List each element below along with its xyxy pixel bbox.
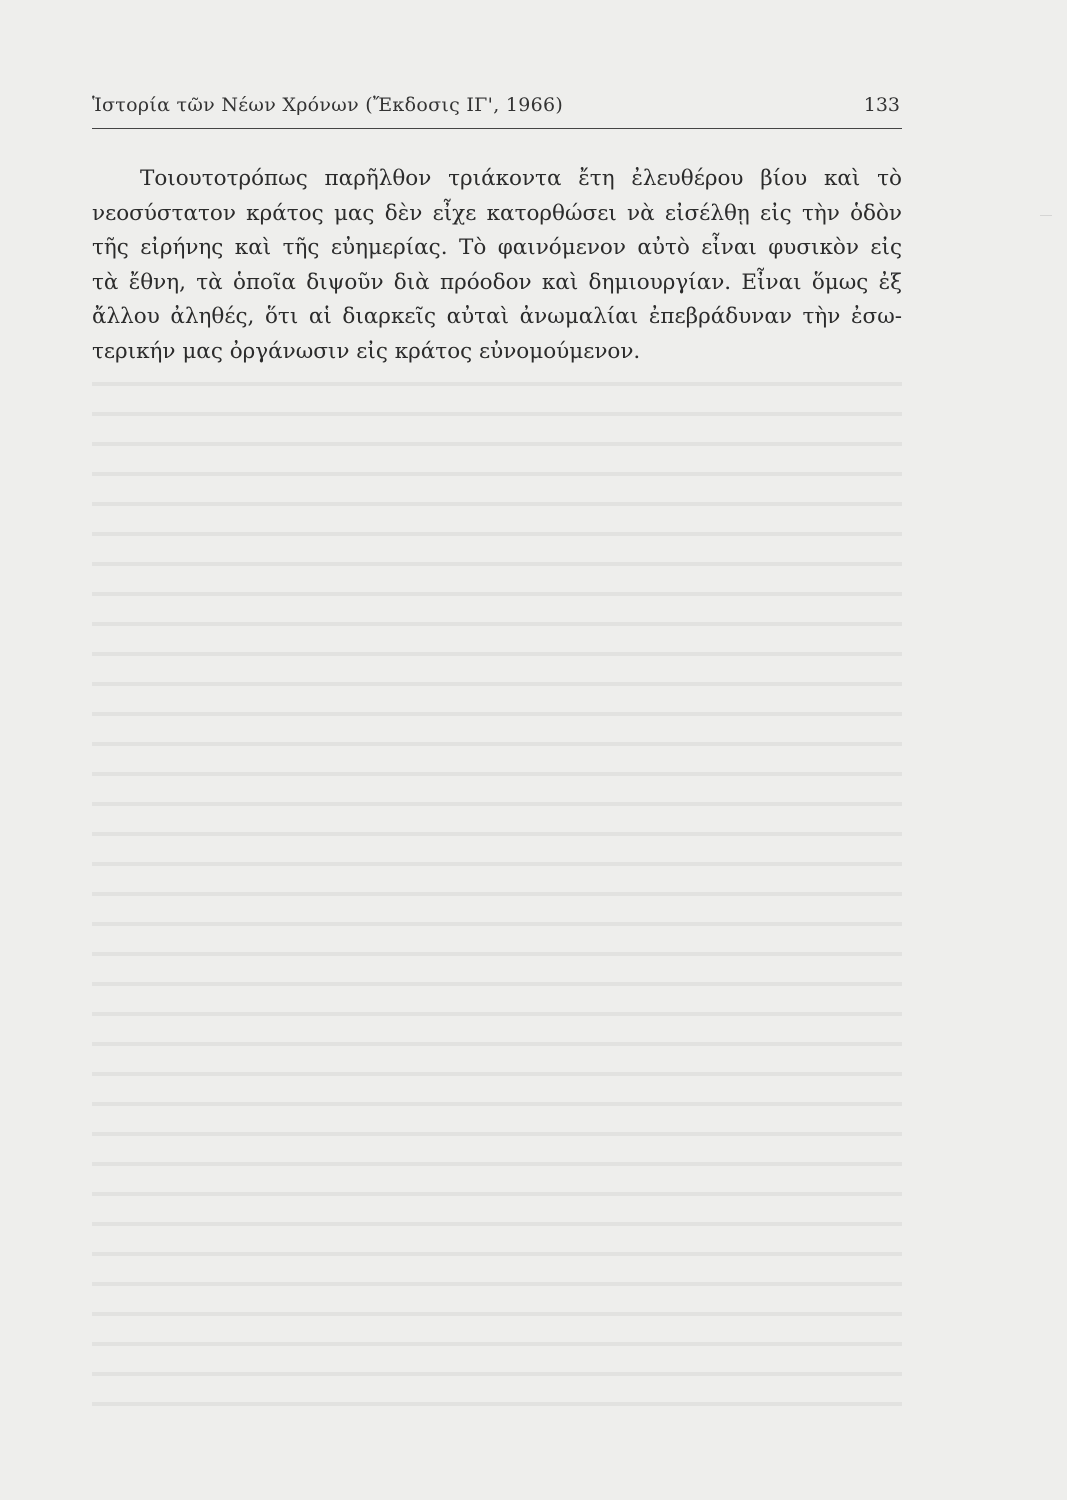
reverse-side-bleed-through <box>92 360 902 1420</box>
text-line: τῆς εἰρήνης καὶ τῆς εὐημερίας. Τὸ φαινόμενον αὐτὸ εἶναι φυσικὸν εἰς <box>92 235 902 261</box>
margin-mark <box>1040 215 1052 222</box>
page-number: 133 <box>863 94 900 116</box>
running-title: Ἱστορία τῶν Νέων Χρόνων (Ἔκδοσις ΙΓ', 1966) <box>92 94 564 116</box>
text-line: ἄλλου ἀληθές, ὅτι αἱ διαρκεῖς αὐταὶ ἀνωμαλίαι ἐπεβράδυναν τὴν ἐσω- <box>92 304 902 330</box>
paragraph <box>92 162 902 370</box>
text-line: τὰ ἔθνη, τὰ ὁποῖα διψοῦν διὰ πρόοδον καὶ δημιουργίαν. Εἶναι ὅμως ἐξ <box>92 269 902 295</box>
text-line: τερικήν μας ὀργάνωσιν εἰς κράτος εὐνομούμενον. <box>92 338 641 364</box>
text-line: νεοσύστατον κράτος μας δὲν εἶχε κατορθώσει νὰ εἰσέλθῃ εἰς τὴν ὁδὸν <box>92 200 902 226</box>
text-line: Τοιουτοτρόπως παρῆλθον τριάκοντα ἔτη ἐλευθέρου βίου καὶ τὸ <box>140 166 902 191</box>
running-header <box>92 92 902 129</box>
